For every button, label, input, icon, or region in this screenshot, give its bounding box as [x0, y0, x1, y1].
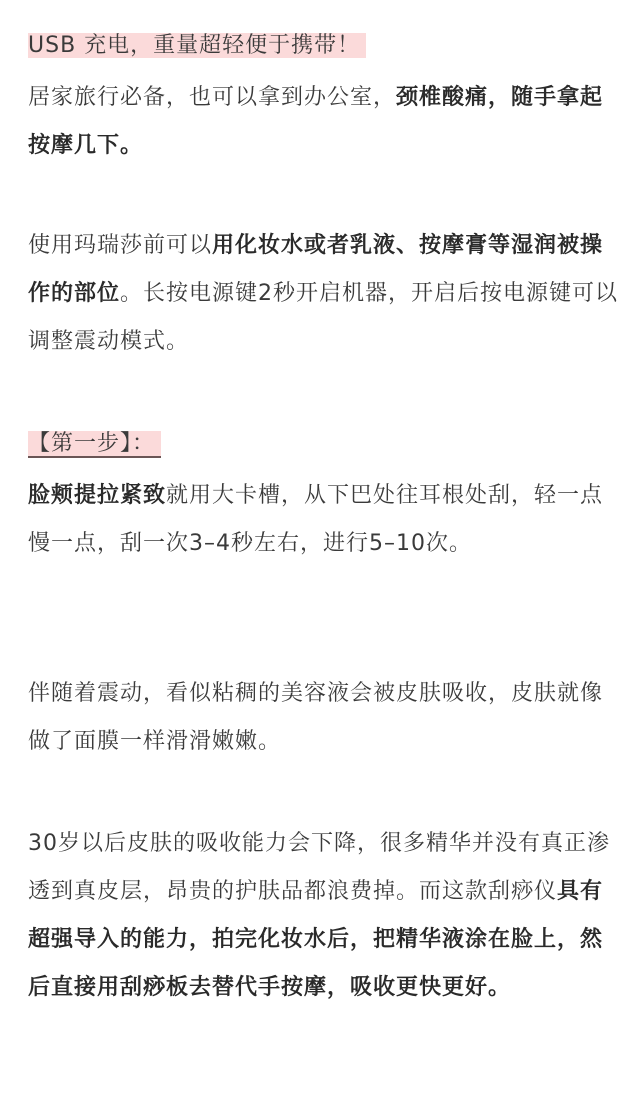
bold-text-segment: 脸颊提拉紧致: [28, 483, 167, 508]
heading-highlight: USB 充电，重量超轻便于携带！: [28, 33, 366, 58]
text-segment: 。长按电源键2秒开启机器，开启后按电源键可以调整震动模式。: [28, 281, 619, 354]
paragraph-step-one: [28, 472, 618, 568]
paragraph-absorption: [28, 820, 618, 1012]
bold-text-segment: 具有超强导入的能力，拍完化妆水后，把精华液涂在脸上，然后直接用刮痧板去替代手按摩，吸收更快更好。: [28, 879, 604, 1000]
paragraph-portable: [28, 74, 618, 170]
paragraph-usage: [28, 222, 618, 366]
text-segment: 使用玛瑞莎前可以: [28, 233, 213, 258]
text-segment: 伴随着震动，看似粘稠的美容液会被皮肤吸收，皮肤就像做了面膜一样滑滑嫩嫩。: [28, 681, 604, 754]
text-segment: 就用大卡槽，从下巴处往耳根处刮，轻一点慢一点，刮一次3–4秒左右，进行5–10次。: [28, 483, 604, 556]
heading-highlight: 【第一步】：: [28, 431, 161, 458]
paragraph-vibration: [28, 670, 618, 766]
section-heading-step-one: [28, 420, 618, 468]
bold-text-segment: 颈椎酸痛，随手拿起按摩几下。: [28, 85, 604, 158]
text-segment: 30岁以后皮肤的吸收能力会下降，很多精华并没有真正渗透到真皮层，昂贵的护肤品都浪费掉。而这款刮痧仪: [28, 831, 610, 904]
bold-text-segment: 用化妆水或者乳液、按摩膏等湿润被操作的部位: [28, 233, 604, 306]
text-segment: 居家旅行必备，也可以拿到办公室，: [28, 85, 397, 110]
section-heading-usb: [28, 22, 618, 70]
